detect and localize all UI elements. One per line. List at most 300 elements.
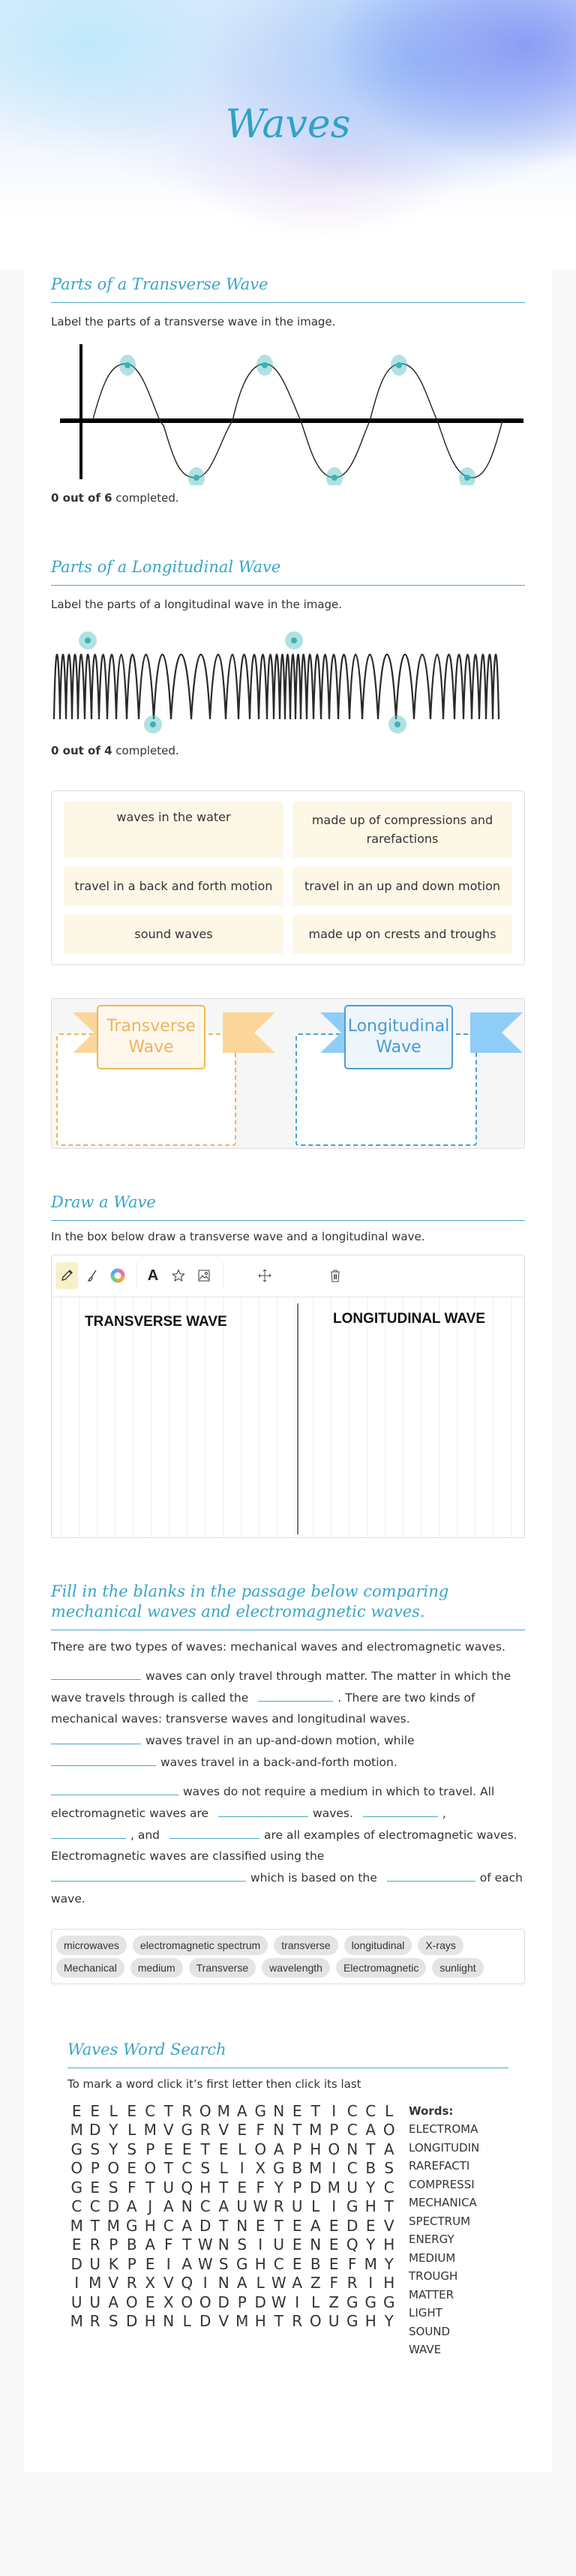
grid-letter[interactable]: R bbox=[292, 2312, 303, 2331]
grid-letter[interactable]: M bbox=[70, 2216, 83, 2235]
grid-letter[interactable]: C bbox=[200, 2197, 211, 2216]
grid-letter[interactable]: N bbox=[181, 2197, 193, 2216]
grid-letter[interactable]: T bbox=[310, 2101, 320, 2120]
grid-letter[interactable]: A bbox=[292, 2274, 303, 2293]
grid-letter[interactable]: X bbox=[145, 2274, 156, 2293]
grid-letter[interactable]: E bbox=[127, 2159, 137, 2178]
grid-letter[interactable]: L bbox=[182, 2312, 191, 2331]
instruction: Label the parts of a longitudinal wave in the image. bbox=[51, 598, 343, 612]
grid-row bbox=[68, 2236, 398, 2255]
grid-letter[interactable]: O bbox=[199, 2293, 212, 2311]
grid-letter[interactable]: E bbox=[255, 2216, 266, 2235]
grid-row bbox=[68, 2121, 398, 2140]
grid-letter[interactable]: F bbox=[256, 2121, 265, 2140]
grid-letter[interactable]: L bbox=[219, 2159, 228, 2178]
section-title: Parts of a Transverse Wave bbox=[51, 274, 525, 303]
grid-letter[interactable]: T bbox=[274, 2216, 284, 2235]
grid-letter[interactable]: O bbox=[199, 2101, 212, 2120]
grid-letter[interactable]: C bbox=[71, 2197, 82, 2216]
grid-letter[interactable]: P bbox=[329, 2121, 339, 2140]
grid-letter[interactable]: S bbox=[200, 2159, 211, 2178]
grid-letter[interactable]: F bbox=[347, 2254, 357, 2273]
grid-letter[interactable]: H bbox=[144, 2216, 156, 2235]
grid-letter[interactable]: M bbox=[364, 2254, 377, 2273]
grid-letter[interactable]: Y bbox=[274, 2178, 284, 2197]
grid-letter[interactable]: B bbox=[310, 2254, 321, 2273]
grid-letter[interactable]: A bbox=[145, 2236, 156, 2254]
grid-letter[interactable]: W bbox=[271, 2293, 286, 2311]
grid-row bbox=[68, 2217, 398, 2236]
section-title: Waves Word Search bbox=[68, 2040, 508, 2068]
grid-letter[interactable]: O bbox=[144, 2159, 157, 2178]
grid-letter[interactable]: G bbox=[70, 2178, 82, 2197]
draggable-card[interactable]: travel in an up and down motion bbox=[292, 867, 512, 906]
grid-letter[interactable]: W bbox=[197, 2254, 213, 2273]
grid-letter[interactable]: B bbox=[365, 2159, 376, 2178]
grid-letter[interactable]: H bbox=[144, 2312, 156, 2331]
grid-letter[interactable]: A bbox=[236, 2274, 248, 2293]
canvas-divider bbox=[297, 1303, 298, 1534]
grid-letter[interactable]: J bbox=[148, 2197, 153, 2216]
word-list-item: LIGHT bbox=[409, 2306, 442, 2320]
word-list-item: LONGITUDIN bbox=[409, 2140, 480, 2155]
grid-letter[interactable]: Z bbox=[310, 2274, 321, 2293]
grid-letter[interactable]: A bbox=[182, 2254, 193, 2273]
grid-letter[interactable]: O bbox=[309, 2312, 322, 2331]
grid-letter[interactable]: M bbox=[217, 2101, 230, 2120]
grid-letter[interactable]: T bbox=[146, 2178, 155, 2197]
grid-letter[interactable]: A bbox=[163, 2197, 174, 2216]
grid-letter[interactable]: T bbox=[90, 2216, 100, 2235]
grid-letter[interactable]: M bbox=[70, 2121, 83, 2140]
instruction: Label the parts of a transverse wave in the image. bbox=[51, 315, 336, 329]
word-chip[interactable]: Transverse bbox=[189, 1958, 256, 1978]
grid-row bbox=[68, 2293, 398, 2313]
grid-letter[interactable]: L bbox=[128, 2121, 136, 2140]
grid-letter[interactable]: Z bbox=[328, 2293, 340, 2311]
grid-letter[interactable]: N bbox=[310, 2236, 322, 2254]
grid-letter[interactable]: T bbox=[182, 2236, 192, 2254]
grid-letter[interactable]: T bbox=[219, 2216, 229, 2235]
grid-letter[interactable]: F bbox=[256, 2178, 265, 2197]
grid-letter[interactable]: I bbox=[202, 2274, 208, 2293]
transverse-bin-label: Transverse Wave bbox=[97, 1005, 206, 1069]
color-wheel-icon[interactable] bbox=[106, 1262, 129, 1289]
grid-letter[interactable]: E bbox=[292, 2236, 302, 2254]
blank-input[interactable] bbox=[51, 1665, 141, 1680]
grid-letter[interactable]: E bbox=[328, 2216, 339, 2235]
footer-space bbox=[51, 2359, 525, 2427]
word-chip[interactable]: medium bbox=[130, 1958, 183, 1978]
passage-intro: There are two types of waves: mechanical waves and electromagnetic waves. bbox=[51, 1640, 506, 1654]
grid-letter[interactable]: F bbox=[127, 2178, 136, 2197]
grid-letter[interactable]: V bbox=[163, 2274, 174, 2293]
page-bottom bbox=[0, 2472, 576, 2517]
grid-letter[interactable]: L bbox=[256, 2274, 265, 2293]
grid-letter[interactable]: T bbox=[164, 2159, 173, 2178]
grid-letter[interactable]: D bbox=[310, 2178, 322, 2197]
grid-letter[interactable]: U bbox=[273, 2236, 285, 2254]
grid-letter[interactable]: E bbox=[218, 2140, 229, 2158]
grid-letter[interactable]: C bbox=[365, 2101, 376, 2120]
grid-letter[interactable]: O bbox=[125, 2293, 138, 2311]
grid-letter[interactable]: M bbox=[88, 2274, 102, 2293]
drawing-canvas[interactable] bbox=[52, 1297, 524, 1537]
grid-letter[interactable]: E bbox=[145, 2293, 155, 2311]
grid-letter[interactable]: O bbox=[382, 2121, 395, 2140]
grid-letter[interactable]: C bbox=[145, 2101, 156, 2120]
grid-letter[interactable]: I bbox=[239, 2159, 244, 2178]
grid-letter[interactable]: U bbox=[291, 2197, 303, 2216]
grid-letter[interactable]: N bbox=[273, 2121, 285, 2140]
grid-letter[interactable]: T bbox=[200, 2140, 210, 2158]
grid-letter[interactable]: S bbox=[384, 2159, 394, 2178]
blank-input[interactable] bbox=[51, 1780, 178, 1795]
grid-letter[interactable]: E bbox=[328, 2236, 339, 2254]
grid-letter[interactable]: E bbox=[292, 2254, 302, 2273]
draggable-card[interactable]: travel in a back and forth motion bbox=[64, 867, 284, 906]
draggable-card[interactable]: made up of compressions and rarefactions bbox=[292, 802, 512, 858]
blank-input[interactable] bbox=[258, 1687, 333, 1702]
grid-letter[interactable]: H bbox=[383, 2274, 395, 2293]
word-list-item: SPECTRUM bbox=[409, 2214, 471, 2228]
grid-letter[interactable]: P bbox=[292, 2178, 302, 2197]
grid-letter[interactable]: H bbox=[364, 2312, 376, 2331]
grid-letter[interactable]: N bbox=[346, 2140, 358, 2158]
grid-letter[interactable]: A bbox=[236, 2101, 248, 2120]
move-icon[interactable] bbox=[254, 1262, 276, 1289]
grid-letter[interactable]: A bbox=[365, 2121, 376, 2140]
grid-letter[interactable]: U bbox=[236, 2197, 248, 2216]
grid-letter[interactable]: I bbox=[368, 2274, 374, 2293]
grid-letter[interactable]: L bbox=[311, 2293, 320, 2311]
grid-letter[interactable]: Y bbox=[366, 2178, 376, 2197]
word-list-item: RAREFACTI bbox=[409, 2159, 470, 2173]
grid-letter[interactable]: E bbox=[365, 2216, 376, 2235]
grid-letter[interactable]: A bbox=[383, 2140, 394, 2158]
word-chip[interactable]: electromagnetic spectrum bbox=[133, 1936, 268, 1955]
text-icon[interactable]: A bbox=[147, 1267, 159, 1284]
grid-letter[interactable]: P bbox=[237, 2293, 247, 2311]
word-list-item: MEDIUM bbox=[409, 2251, 456, 2265]
grid-letter[interactable]: U bbox=[328, 2312, 340, 2331]
grid-letter[interactable]: Y bbox=[384, 2312, 394, 2331]
grid-letter[interactable]: X bbox=[255, 2159, 266, 2178]
grid-letter[interactable]: U bbox=[346, 2178, 358, 2197]
draggable-card[interactable]: waves in the water bbox=[64, 802, 284, 858]
grid-letter[interactable]: C bbox=[89, 2197, 100, 2216]
grid-letter[interactable]: T bbox=[164, 2101, 173, 2120]
grid-letter[interactable]: N bbox=[236, 2216, 248, 2235]
grid-letter[interactable]: C bbox=[346, 2121, 358, 2140]
grid-letter[interactable]: Y bbox=[109, 2121, 118, 2140]
grid-letter[interactable]: D bbox=[218, 2293, 230, 2311]
star-icon[interactable] bbox=[167, 1262, 190, 1289]
grid-letter[interactable]: R bbox=[89, 2312, 100, 2331]
grid-row bbox=[68, 2274, 398, 2293]
section-title: Fill in the blanks in the passage below comparing mechanical waves and electromagnetic waves. bbox=[51, 1582, 525, 1631]
grid-row bbox=[68, 2197, 398, 2217]
grid-letter[interactable]: S bbox=[218, 2254, 229, 2273]
grid-letter[interactable]: X bbox=[163, 2293, 174, 2311]
word-chip[interactable]: Mechanical bbox=[56, 1958, 124, 1978]
grid-letter[interactable]: M bbox=[143, 2121, 157, 2140]
grid-letter[interactable]: P bbox=[292, 2140, 302, 2158]
grid-letter[interactable]: E bbox=[292, 2101, 302, 2120]
grid-letter[interactable]: B bbox=[292, 2159, 303, 2178]
grid-letter[interactable]: M bbox=[106, 2216, 120, 2235]
transverse-wave-diagram bbox=[51, 343, 525, 485]
grid-letter[interactable]: D bbox=[70, 2254, 82, 2273]
grid-letter[interactable]: G bbox=[346, 2293, 358, 2311]
grid-letter[interactable]: M bbox=[236, 2312, 249, 2331]
brush-icon[interactable] bbox=[81, 1262, 104, 1289]
pencil-icon[interactable] bbox=[56, 1262, 78, 1289]
grid-letter[interactable]: L bbox=[385, 2101, 394, 2120]
grid-letter[interactable]: E bbox=[90, 2178, 100, 2197]
word-search-grid[interactable] bbox=[68, 2102, 398, 2359]
word-chip[interactable]: microwaves bbox=[56, 1936, 127, 1955]
grid-letter[interactable]: M bbox=[70, 2312, 83, 2331]
grid-row bbox=[68, 2140, 398, 2160]
grid-letter[interactable]: R bbox=[89, 2236, 100, 2254]
grid-letter[interactable]: R bbox=[200, 2121, 211, 2140]
grid-letter[interactable]: Q bbox=[181, 2274, 194, 2293]
grid-letter[interactable]: I bbox=[258, 2236, 263, 2254]
grid-letter[interactable]: H bbox=[364, 2197, 376, 2216]
instruction: In the box below draw a transverse wave and a longitudinal wave. bbox=[51, 1230, 425, 1244]
grid-letter[interactable]: G bbox=[273, 2159, 285, 2178]
grid-letter[interactable]: C bbox=[182, 2159, 193, 2178]
grid-letter[interactable]: V bbox=[383, 2216, 394, 2235]
grid-letter[interactable]: M bbox=[309, 2159, 322, 2178]
grid-letter[interactable]: M bbox=[309, 2121, 322, 2140]
grid-letter[interactable]: E bbox=[71, 2236, 82, 2254]
word-chip[interactable]: transverse bbox=[274, 1936, 338, 1955]
canvas-label-longitudinal: LONGITUDINAL WAVE bbox=[333, 1310, 486, 1327]
word-chip[interactable]: X-rays bbox=[418, 1936, 463, 1955]
grid-letter[interactable]: E bbox=[71, 2101, 82, 2120]
grid-letter[interactable]: G bbox=[346, 2312, 358, 2331]
grid-letter[interactable]: R bbox=[182, 2101, 193, 2120]
grid-letter[interactable]: S bbox=[108, 2178, 118, 2197]
grid-letter[interactable]: H bbox=[200, 2178, 212, 2197]
grid-letter[interactable]: H bbox=[254, 2312, 266, 2331]
trash-icon[interactable] bbox=[324, 1262, 346, 1289]
grid-letter[interactable]: V bbox=[163, 2121, 174, 2140]
grid-letter[interactable]: C bbox=[346, 2159, 358, 2178]
drawing-widget bbox=[51, 1255, 525, 1538]
grid-letter[interactable]: R bbox=[273, 2197, 284, 2216]
grid-letter[interactable]: C bbox=[273, 2254, 284, 2273]
grid-letter[interactable]: E bbox=[127, 2101, 137, 2120]
grid-letter[interactable]: Y bbox=[109, 2140, 118, 2158]
blank-input[interactable] bbox=[51, 1867, 246, 1882]
grid-letter[interactable]: W bbox=[253, 2197, 268, 2216]
toolbar-divider bbox=[223, 1262, 224, 1289]
section-title: Draw a Wave bbox=[51, 1192, 525, 1221]
sort-cards-container bbox=[51, 790, 525, 965]
grid-letter[interactable]: D bbox=[89, 2121, 101, 2140]
grid-letter[interactable]: H bbox=[383, 2236, 395, 2254]
grid-letter[interactable]: T bbox=[219, 2178, 229, 2197]
blank-input[interactable] bbox=[170, 1824, 260, 1839]
grid-letter[interactable]: L bbox=[311, 2197, 320, 2216]
word-chip[interactable]: longitudinal bbox=[344, 1936, 412, 1955]
grid-letter[interactable]: D bbox=[254, 2293, 266, 2311]
grid-letter[interactable]: E bbox=[237, 2121, 248, 2140]
grid-letter[interactable]: V bbox=[108, 2274, 119, 2293]
word-chip[interactable]: wavelength bbox=[262, 1958, 330, 1978]
grid-letter[interactable]: P bbox=[127, 2254, 136, 2273]
grid-letter[interactable]: A bbox=[182, 2216, 193, 2235]
word-list-item: WAVE bbox=[409, 2343, 442, 2357]
grid-letter[interactable]: G bbox=[346, 2197, 358, 2216]
grid-letter[interactable]: E bbox=[182, 2140, 192, 2158]
grid-row bbox=[68, 2179, 398, 2198]
grid-letter[interactable]: P bbox=[146, 2140, 155, 2158]
grid-letter[interactable]: P bbox=[109, 2236, 118, 2254]
grid-letter[interactable]: G bbox=[383, 2293, 395, 2311]
grid-letter[interactable]: G bbox=[181, 2121, 193, 2140]
grid-letter[interactable]: E bbox=[328, 2254, 339, 2273]
word-list bbox=[409, 2102, 479, 2359]
grid-letter[interactable]: D bbox=[346, 2216, 358, 2235]
grid-letter[interactable]: N bbox=[218, 2236, 230, 2254]
word-list-item: ENERGY bbox=[409, 2233, 454, 2247]
grid-letter[interactable]: G bbox=[126, 2216, 138, 2235]
grid-letter[interactable]: S bbox=[90, 2140, 100, 2158]
grid-letter[interactable]: A bbox=[126, 2197, 137, 2216]
word-list-item: MATTER bbox=[409, 2287, 454, 2302]
page-title: Waves bbox=[225, 102, 351, 147]
word-chip[interactable]: Electromagnetic bbox=[336, 1958, 426, 1978]
grid-letter[interactable]: Y bbox=[366, 2236, 376, 2254]
grid-row bbox=[68, 2255, 398, 2275]
grid-letter[interactable]: Y bbox=[384, 2254, 394, 2273]
grid-row bbox=[68, 2312, 398, 2332]
grid-letter[interactable]: D bbox=[200, 2312, 212, 2331]
grid-letter[interactable]: L bbox=[109, 2101, 118, 2120]
grid-letter[interactable]: U bbox=[163, 2178, 175, 2197]
grid-letter[interactable]: W bbox=[197, 2236, 213, 2254]
grid-letter[interactable]: S bbox=[127, 2140, 137, 2158]
grid-letter[interactable]: E bbox=[237, 2178, 248, 2197]
grid-letter[interactable]: H bbox=[254, 2254, 266, 2273]
grid-letter[interactable]: B bbox=[126, 2236, 137, 2254]
grid-letter[interactable]: U bbox=[89, 2293, 101, 2311]
grid-letter[interactable]: T bbox=[366, 2140, 376, 2158]
grid-letter[interactable]: E bbox=[90, 2101, 100, 2120]
grid-letter[interactable]: C bbox=[163, 2216, 174, 2235]
grid-letter[interactable]: I bbox=[332, 2159, 337, 2178]
grid-letter[interactable]: H bbox=[310, 2140, 322, 2158]
grid-letter[interactable]: E bbox=[145, 2254, 155, 2273]
blank-input[interactable] bbox=[51, 1729, 141, 1744]
grid-letter[interactable]: A bbox=[108, 2293, 119, 2311]
grid-letter[interactable]: V bbox=[218, 2312, 230, 2331]
grid-letter[interactable]: R bbox=[126, 2274, 137, 2293]
grid-letter[interactable]: U bbox=[70, 2293, 82, 2311]
blank-input[interactable] bbox=[51, 1751, 156, 1766]
grid-letter[interactable]: U bbox=[89, 2254, 101, 2273]
grid-letter[interactable]: O bbox=[181, 2293, 194, 2311]
grid-letter[interactable]: P bbox=[90, 2159, 100, 2178]
image-icon[interactable] bbox=[193, 1262, 215, 1289]
grid-letter[interactable]: T bbox=[292, 2121, 302, 2140]
blank-input[interactable] bbox=[51, 1824, 126, 1839]
grid-letter[interactable]: A bbox=[218, 2197, 230, 2216]
grid-letter[interactable]: G bbox=[254, 2101, 266, 2120]
grid-letter[interactable]: I bbox=[332, 2101, 337, 2120]
grid-letter[interactable]: O bbox=[107, 2159, 120, 2178]
grid-letter[interactable]: F bbox=[329, 2274, 338, 2293]
grid-letter[interactable]: N bbox=[163, 2312, 175, 2331]
grid-letter[interactable]: K bbox=[108, 2254, 118, 2273]
grid-letter[interactable]: I bbox=[74, 2274, 80, 2293]
grid-letter[interactable]: S bbox=[237, 2236, 248, 2254]
completion-status: 0 out of 4 completed. bbox=[51, 743, 179, 757]
section-title: Parts of a Longitudinal Wave bbox=[51, 557, 525, 586]
section-transverse bbox=[51, 268, 525, 505]
grid-letter[interactable]: O bbox=[70, 2159, 83, 2178]
section-longitudinal bbox=[51, 505, 525, 757]
grid-letter[interactable]: O bbox=[328, 2140, 340, 2158]
grid-letter[interactable]: G bbox=[70, 2140, 82, 2158]
grid-letter[interactable]: E bbox=[292, 2216, 302, 2235]
grid-letter[interactable]: R bbox=[346, 2274, 358, 2293]
grid-letter[interactable]: C bbox=[383, 2178, 394, 2197]
draggable-card[interactable]: sound waves bbox=[64, 915, 284, 954]
blank-input[interactable] bbox=[387, 1867, 476, 1882]
blank-input[interactable] bbox=[218, 1802, 308, 1817]
grid-letter[interactable]: Q bbox=[346, 2236, 358, 2254]
grid-letter[interactable]: A bbox=[273, 2140, 284, 2158]
grid-letter[interactable]: F bbox=[164, 2236, 173, 2254]
grid-letter[interactable]: G bbox=[364, 2293, 376, 2311]
word-bank bbox=[51, 1929, 525, 1984]
grid-letter[interactable]: A bbox=[310, 2216, 321, 2235]
grid-letter[interactable]: O bbox=[254, 2140, 267, 2158]
grid-letter[interactable]: N bbox=[273, 2101, 285, 2120]
blank-input[interactable] bbox=[363, 1802, 438, 1817]
word-chip[interactable]: sunlight bbox=[432, 1958, 483, 1978]
grid-letter[interactable]: W bbox=[271, 2274, 286, 2293]
grid-letter[interactable]: G bbox=[236, 2254, 248, 2273]
grid-letter[interactable]: T bbox=[384, 2197, 394, 2216]
grid-letter[interactable]: I bbox=[166, 2254, 171, 2273]
grid-letter[interactable]: S bbox=[108, 2312, 118, 2331]
grid-letter[interactable]: C bbox=[346, 2101, 358, 2120]
grid-letter[interactable]: L bbox=[238, 2140, 247, 2158]
completion-status: 0 out of 6 completed. bbox=[51, 490, 179, 505]
grid-letter[interactable]: E bbox=[164, 2140, 174, 2158]
grid-letter[interactable]: D bbox=[107, 2197, 119, 2216]
grid-letter[interactable]: Q bbox=[181, 2178, 194, 2197]
word-list-label: Words: bbox=[409, 2104, 454, 2118]
grid-letter[interactable]: I bbox=[332, 2197, 337, 2216]
grid-letter[interactable]: T bbox=[274, 2312, 284, 2331]
worksheet bbox=[24, 268, 552, 2472]
grid-letter[interactable]: N bbox=[218, 2274, 230, 2293]
grid-letter[interactable]: D bbox=[126, 2312, 138, 2331]
grid-letter[interactable]: D bbox=[200, 2216, 212, 2235]
draggable-card[interactable]: made up on crests and troughs bbox=[292, 915, 512, 954]
grid-letter[interactable]: I bbox=[295, 2293, 300, 2311]
grid-letter[interactable]: V bbox=[218, 2121, 230, 2140]
passage-paragraph-2: waves do not require a medium in which to travel. All electromagnetic waves are waves. , , and are all examples of electromagnetic waves. Electromagnetic waves are classified using the which is based on the of each wave. bbox=[51, 1780, 525, 1909]
grid-letter[interactable]: M bbox=[327, 2178, 340, 2197]
